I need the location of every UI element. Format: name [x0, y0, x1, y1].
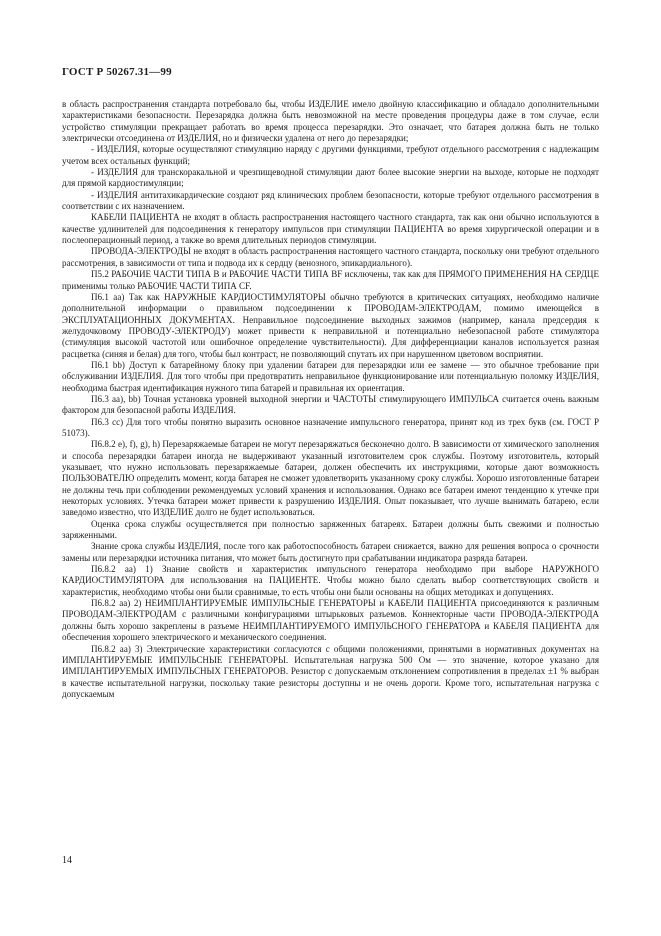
page-header: ГОСТ Р 50267.31—99: [62, 66, 172, 78]
paragraph: П6.8.2 аа) 1) Знание свойств и характеристик импульсного генератора необходимо при выборе НАРУЖНОГО КАРДИОСТИМУЛЯТОРА для использования на ПАЦИЕНТЕ. Чтобы можно было сделать выбор соответствующих свойств и характеристик, необходимо чтобы они были сравнимые, то есть чтобы они были основаны на общих методиках и допущениях.: [62, 564, 599, 597]
paragraph: П6.8.2 аа) 3) Электрические характеристики согласуются с общими положениями, принятыми в нормативных документах на ИМПЛАНТИРУЕМЫЕ ИМПУЛЬСНЫЕ ГЕНЕРАТОРЫ. Испытательная нагрузка 500 Ом — это значение, которое указано для ИМПЛАНТИРУЕМЫХ ИМПУЛЬСНЫХ ГЕНЕРАТОРОВ. Резистор с допускаемым отклонением сопротивления в пределах ±1 % выбран в качестве испытательной нагрузки, поскольку такие резисторы доступны и не очень дороги. Кроме того, испытательная нагрузка с допускаемым: [62, 643, 599, 699]
paragraph: - ИЗДЕЛИЯ антитахикардические создают ряд клинических проблем безопасности, которые требуют отдельного рассмотрения в соответствии с их назначением.: [62, 189, 599, 212]
paragraph: П6.3 аа), bb) Точная установка уровней выходной энергии и ЧАСТОТЫ стимулирующего ИМПУЛЬСА считается очень важным фактором для безопасной работы ИЗДЕЛИЯ.: [62, 393, 599, 416]
page-number: 14: [62, 855, 72, 866]
paragraph: П6.8.2 аа) 2) НЕИМПЛАНТИРУЕМЫЕ ИМПУЛЬСНЫЕ ГЕНЕРАТОРЫ и КАБЕЛИ ПАЦИЕНТА присоединяются к различным ПРОВОДАМ-ЭЛЕКТРОДАМ с различными конфигурациями штырьковых разъемов. Коннекторные части ПРОВОДА-ЭЛЕКТРОДА должны быть хорошо закреплены в разъеме НЕИМПЛАНТИРУЕМОГО ИМПУЛЬСНОГО ГЕНЕРАТОРА и КАБЕЛЯ ПАЦИЕНТА для обеспечения хорошего электрического и механического соединения.: [62, 598, 599, 643]
paragraph: КАБЕЛИ ПАЦИЕНТА не входят в область распространения настоящего частного стандарта, так как они обычно используются в качестве удлинителей для подсоединения к генератору импульсов при стимуляции ПАЦИЕНТА во время хирургической операции и в послеоперационный период, а также во время длительных периодов стимуляции.: [62, 212, 599, 246]
paragraph: П6.3 сс) Для того чтобы понятно выразить основное назначение импульсного генератора, принят код из трех букв (см. ГОСТ Р 51073).: [62, 416, 599, 438]
paragraph: - ИЗДЕЛИЯ для транскоракальной и чрезпищеводной стимуляции дают более высокие энергии на выходе, которые не подходят для прямой кардиостимуляции;: [62, 167, 599, 189]
paragraph: П5.2 РАБОЧИЕ ЧАСТИ ТИПА В и РАБОЧИЕ ЧАСТИ ТИПА BF исключены, так как для ПРЯМОГО ПРИМЕНЕНИЯ НА СЕРДЦЕ применимы только РАБОЧИЕ ЧАСТИ ТИПА CF.: [62, 269, 599, 291]
paragraph: П6.8.2 е), f), g), h) Перезаряжаемые батареи не могут перезаряжаться бесконечно долго. В зависимости от химического заполнения и способа перезарядки батареи иногда не выдерживают указанный изготовителем срок службы. Поэтому изготовитель, который указывает, что нужно использовать перезаряжаемые батареи, должен обеспечить их инструкциями, которые дают возможность ПОЛЬЗОВАТЕЛЮ определить момент, когда батарея не сможет удовлетворить указанному сроку службы. Хорошо изготовленные батареи не должны течь при соблюдении рекомендуемых условий хранения и использования. Однако все батареи имеют тенденцию к утечке при некоторых условиях. Утечка батареи может привести к разрушению ИЗДЕЛИЯ. Опыт показывает, что лучше вынимать батарею, если заведомо известно, что ИЗДЕЛИЕ долго не будет использоваться.: [62, 439, 599, 518]
body-text: [62, 99, 599, 700]
paragraph: ПРОВОДА-ЭЛЕКТРОДЫ не входят в область распространения настоящего частного стандарта, поскольку они требуют отдельного рассмотрения, в зависимости от типа и подвода их к сердцу (венозного, эпикардиального).: [62, 246, 600, 268]
paragraph: Знание срока службы ИЗДЕЛИЯ, после того как работоспособность батареи снижается, важно для решения вопроса о срочности замены или перезарядки источника питания, что может быть достигнуто при срабатывании индикатора разряда батареи.: [62, 541, 599, 563]
paragraph: - ИЗДЕЛИЯ, которые осуществляют стимуляцию наряду с другими функциями, требуют отдельного рассмотрения с надлежащим учетом всех остальных функций;: [62, 144, 599, 166]
paragraph: П6.1 bb) Доступ к батарейному блоку при удалении батареи для перезарядки или ее замене — это обычное требование при обслуживании ИЗДЕЛИЯ. Для того чтобы при предотвратить неправильное функционирование или потенциальную поломку ИЗДЕЛИЯ, необходима быстрая идентификация нужного типа батарей и правильная их ориентация.: [62, 359, 599, 393]
paragraph: П6.1 аа) Так как НАРУЖНЫЕ КАРДИОСТИМУЛЯТОРЫ обычно требуются в критических ситуациях, необходимо наличие дополнительной информации о правильном подсоединении к ПРОВОДАМ-ЭЛЕКТРОДАМ, помимо имеющейся в ЭКСПЛУАТАЦИОННЫХ ДОКУМЕНТАХ. Неправильное подсоединение выходных зажимов (например, канала предсердия к желудочковому ПРОВОДУ-ЭЛЕКТРОДУ) может привести к неправильной и потенциально небезопасной работе стимулятора (стимуляция высокой частотой или ошибочное определение чувствительности). Для дифференциации каналов используется разная расцветка (синяя и белая) для того, чтобы был контраст, не позволяющий спутать их при нарушенном цветовом восприятии.: [62, 291, 599, 359]
paragraph: в область распространения стандарта потребовало бы, чтобы ИЗДЕЛИЕ имело двойную классификацию и обладало дополнительными характеристиками безопасности. Перезарядка должна быть невозможной на месте проведения процедуры даже в том случае, если устройство стимуляции прекращает работать во время процесса перезарядки. Это означает, что батарея должна быть не только электрически отсоединена от ИЗДЕЛИЯ, но и физически удалена от него до перезарядки;: [62, 99, 599, 144]
paragraph: Оценка срока службы осуществляется при полностью заряженных батареях. Батареи должны быть свежими и полностью заряженными.: [62, 518, 599, 541]
